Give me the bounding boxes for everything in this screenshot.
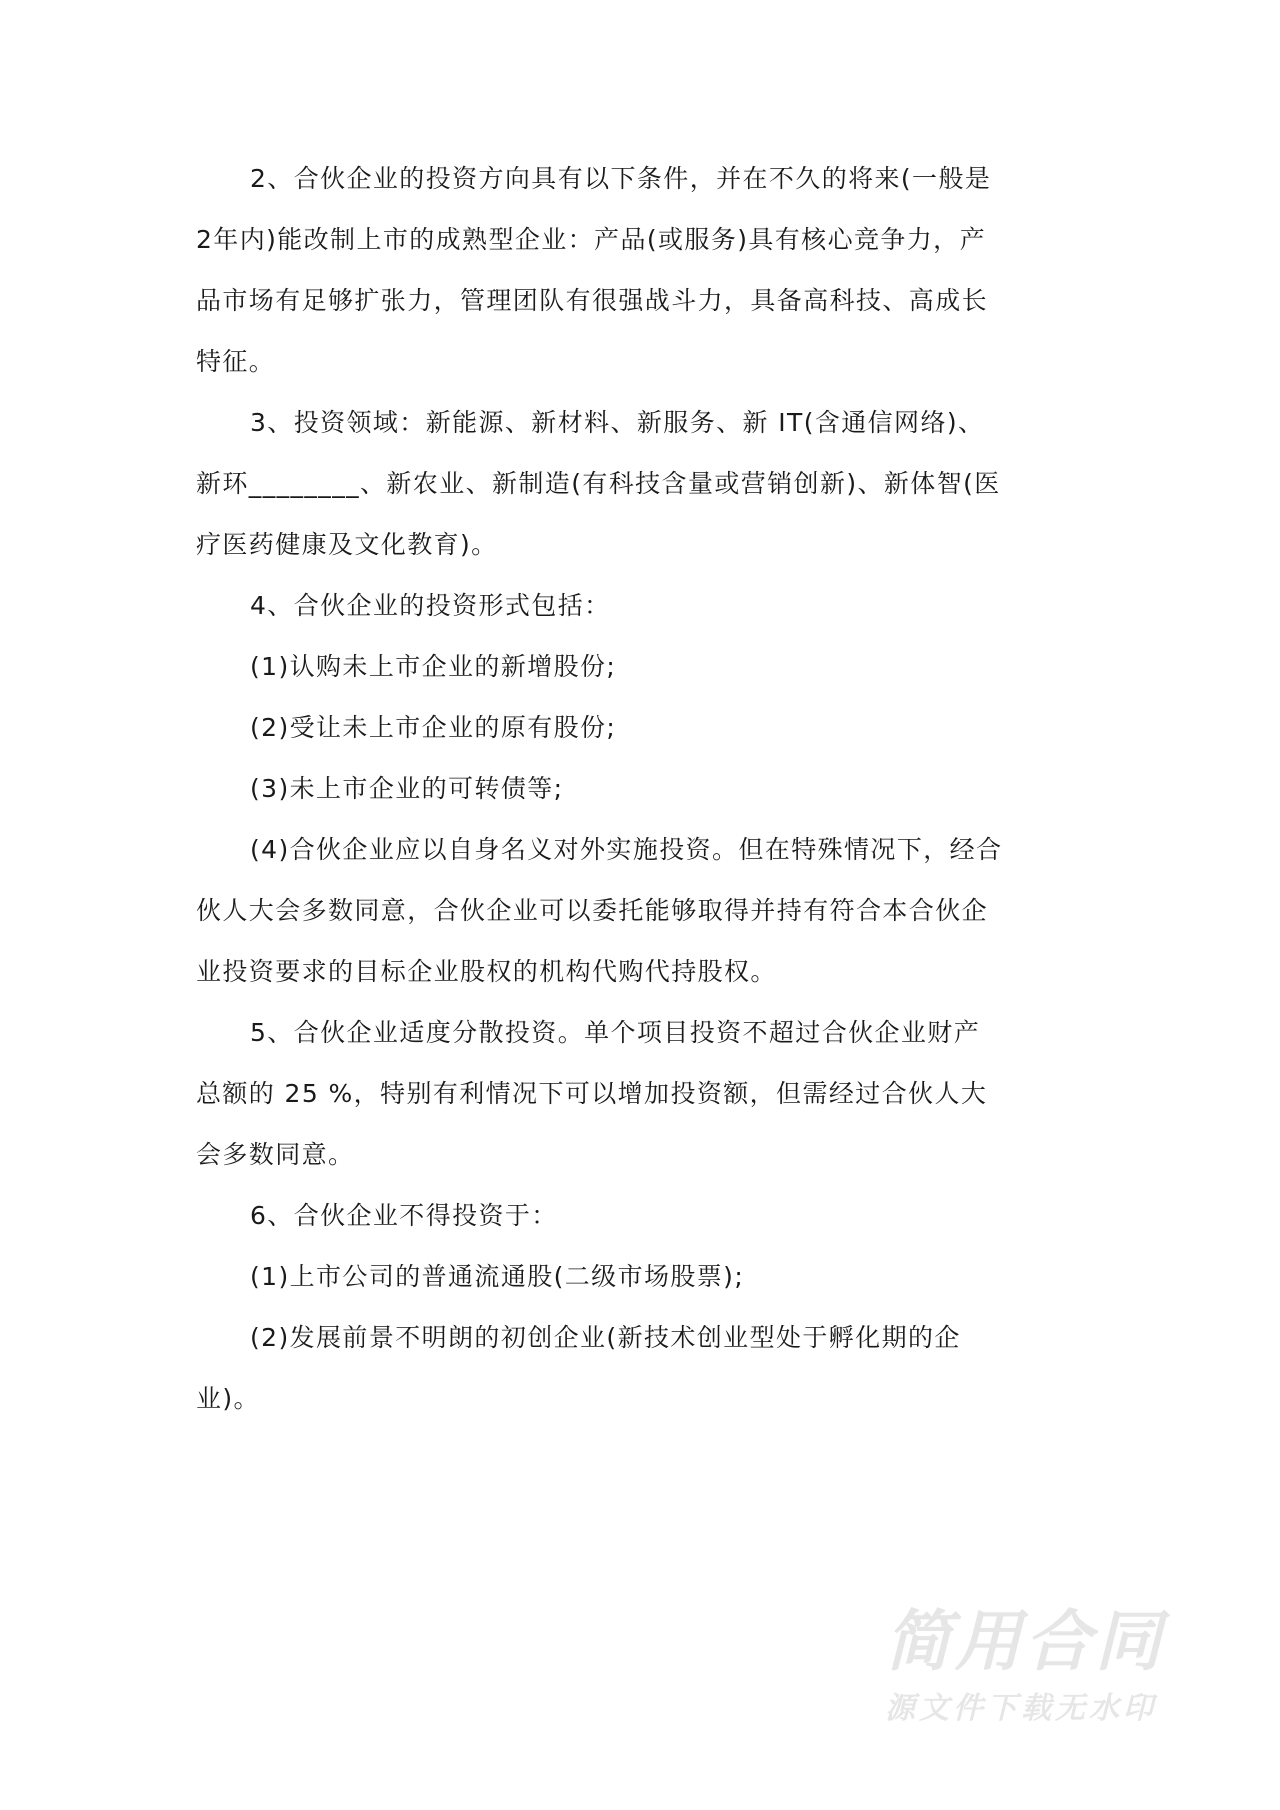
paragraph-line: 总额的 25 %，特别有利情况下可以增加投资额，但需经过合伙人大 — [196, 1079, 988, 1108]
list-item: (1)上市公司的普通流通股(二级市场股票); — [250, 1262, 745, 1291]
paragraph-line: 业)。 — [196, 1384, 260, 1413]
paragraph-line: 6、合伙企业不得投资于： — [250, 1201, 558, 1230]
paragraph-line: 新环________、新农业、新制造(有科技含量或营销创新)、新体智(医 — [196, 469, 1001, 498]
watermark-title: 简用合同 — [885, 1603, 1165, 1680]
paragraph-line: 5、合伙企业适度分散投资。单个项目投资不超过合伙企业财产 — [250, 1018, 981, 1047]
paragraph-line: 2、合伙企业的投资方向具有以下条件，并在不久的将来(一般是 — [250, 164, 992, 193]
paragraph-line: 品市场有足够扩张力，管理团队有很强战斗力，具备高科技、高成长 — [196, 286, 989, 315]
list-item: (3)未上市企业的可转债等; — [250, 774, 564, 803]
paragraph-line: 2年内)能改制上市的成熟型企业：产品(或服务)具有核心竞争力，产 — [196, 225, 986, 254]
list-item: (2)发展前景不明朗的初创企业(新技术创业型处于孵化期的企 — [250, 1323, 961, 1352]
paragraph-line: 疗医药健康及文化教育)。 — [196, 530, 498, 559]
watermark-subtitle: 源文件下载无水印 — [885, 1691, 1157, 1726]
list-item: (2)受让未上市企业的原有股份; — [250, 713, 617, 742]
document-body — [196, 148, 1092, 1429]
paragraph-line: 业投资要求的目标企业股权的机构代购代持股权。 — [196, 957, 777, 986]
paragraph-line: 4、合伙企业的投资形式包括： — [250, 591, 611, 620]
paragraph-line: 会多数同意。 — [196, 1140, 355, 1169]
paragraph-line: 3、投资领域：新能源、新材料、新服务、新 IT(含通信网络)、 — [250, 408, 985, 437]
list-item: (1)认购未上市企业的新增股份; — [250, 652, 617, 681]
paragraph-line: 伙人大会多数同意，合伙企业可以委托能够取得并持有符合本合伙企 — [196, 896, 989, 925]
paragraph-line: 特征。 — [196, 347, 276, 376]
list-item: (4)合伙企业应以自身名义对外实施投资。但在特殊情况下，经合 — [250, 835, 1003, 864]
